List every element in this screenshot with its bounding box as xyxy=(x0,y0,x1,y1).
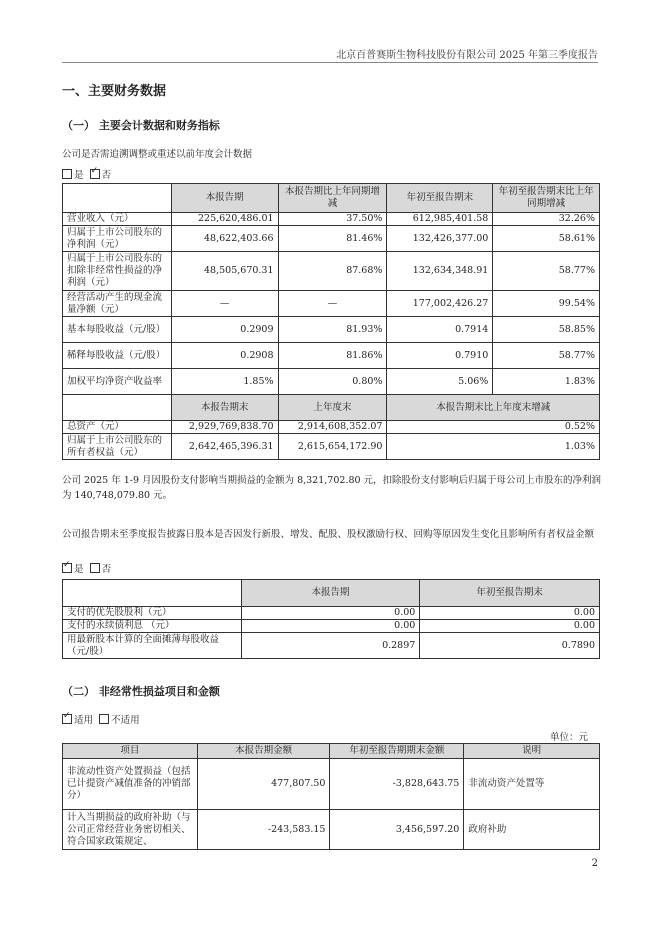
restate-options xyxy=(62,167,111,181)
cell: 3,456,597.20 xyxy=(330,810,464,850)
page-number: 2 xyxy=(591,858,598,869)
col-header: 年初至报告期末 xyxy=(420,580,600,607)
cell: 0.7910 xyxy=(387,343,493,369)
cell: 58.85% xyxy=(493,317,600,343)
cell: 政府补助 xyxy=(464,810,600,850)
row-label: 归属于上市公司股东的扣除非经常性损益的净利润（元） xyxy=(63,252,172,291)
cell: 0.00 xyxy=(420,620,600,633)
row-label: 加权平均净资产收益率 xyxy=(63,369,172,395)
col-header: 上年度末 xyxy=(278,395,387,421)
table-row xyxy=(63,633,600,659)
share-change-question: 公司报告期末至季度报告披露日股本是否因发行新股、增发、配股、股权激励行权、回购等原因发生变化且影响所有者权益金额 xyxy=(62,529,595,540)
table-row xyxy=(63,252,600,291)
col-header: 本报告期 xyxy=(171,184,278,213)
cell: — xyxy=(171,291,278,317)
cell: 1.03% xyxy=(387,434,600,460)
cell: 2,642,465,396.31 xyxy=(171,434,278,460)
col-header: 说明 xyxy=(464,744,600,759)
row-label: 总资产（元） xyxy=(63,421,172,434)
row-label: 计入当期损益的政府补助（与公司正常经营业务密切相关、符合国家政策规定、 xyxy=(63,810,198,850)
cell: 32.26% xyxy=(493,213,600,226)
row-label: 归属于上市公司股东的净利润（元） xyxy=(63,226,172,252)
table-row xyxy=(63,226,600,252)
cell: 0.52% xyxy=(387,421,600,434)
cell: 0.00 xyxy=(241,607,420,620)
section-title: 一、主要财务数据 xyxy=(62,84,167,99)
cell: 0.2897 xyxy=(241,633,420,659)
option-no-label: 否 xyxy=(101,564,112,575)
cell: 177,002,426.27 xyxy=(387,291,493,317)
cell: 48,505,670.31 xyxy=(171,252,278,291)
row-label: 支付的永续债利息 （元） xyxy=(63,620,242,633)
cell: 612,985,401.58 xyxy=(387,213,493,226)
option-not-applicable-label: 不适用 xyxy=(111,715,140,726)
table-row xyxy=(63,810,600,850)
col-header: 本报告期末比上年度末增减 xyxy=(387,395,600,421)
applicable-options xyxy=(62,712,140,726)
table-row xyxy=(63,213,600,226)
option-yes-label: 是 xyxy=(74,170,84,181)
restate-question: 公司是否需追溯调整或重述以前年度会计数据 xyxy=(62,149,253,160)
subsection-title-1: （一） 主要会计数据和财务指标 xyxy=(62,119,220,132)
option-applicable-label: 适用 xyxy=(74,715,94,726)
non-recurring-table xyxy=(62,743,600,850)
table-row xyxy=(63,607,600,620)
cell: 81.93% xyxy=(278,317,387,343)
cell: 58.77% xyxy=(493,252,600,291)
header-divider xyxy=(62,62,598,63)
share-change-options xyxy=(62,561,111,575)
row-label: 经营活动产生的现金流量净额（元） xyxy=(63,291,172,317)
col-header: 本报告期 xyxy=(241,580,420,607)
cell: 1.83% xyxy=(493,369,600,395)
cell: 5.06% xyxy=(387,369,493,395)
cell: 58.61% xyxy=(493,226,600,252)
diluted-eps-table xyxy=(62,579,600,659)
table-row xyxy=(63,759,600,810)
cell: 81.86% xyxy=(278,343,387,369)
unit-label: 单位：元 xyxy=(549,732,588,743)
checkbox-yes[interactable] xyxy=(62,169,72,179)
table-row xyxy=(63,369,600,395)
share-payment-note: 公司 2025 年 1-9 月因股份支付影响当期损益的金额为 8,321,702.80 元，扣除股份支付影响后归属于母公司上市股东的净利润为 140,748,079.80 元。 xyxy=(62,475,602,501)
cell: 99.54% xyxy=(493,291,600,317)
cell: 0.2909 xyxy=(171,317,278,343)
cell: 81.46% xyxy=(278,226,387,252)
row-label: 稀释每股收益（元/股） xyxy=(63,343,172,369)
table-row xyxy=(63,421,600,434)
col-header: 年初至报告期末 xyxy=(387,184,493,213)
cell: 2,615,654,172.90 xyxy=(278,434,387,460)
cell: 477,807.50 xyxy=(197,759,330,810)
cell: 非流动资产处置等 xyxy=(464,759,600,810)
col-header: 本报告期末 xyxy=(171,395,278,421)
col-header: 年初至报告期期末金额 xyxy=(330,744,464,759)
col-header: 年初至报告期末比上年同期增减 xyxy=(493,184,600,213)
cell: 132,634,348.91 xyxy=(387,252,493,291)
row-label: 基本每股收益（元/股） xyxy=(63,317,172,343)
cell: 2,914,608,352.07 xyxy=(278,421,387,434)
cell: — xyxy=(278,291,387,317)
cell: 0.00 xyxy=(420,607,600,620)
checkbox-no[interactable] xyxy=(90,169,100,179)
option-no-label: 否 xyxy=(101,170,112,181)
table-row xyxy=(63,343,600,369)
cell: 2,929,769,838.70 xyxy=(171,421,278,434)
cell: 0.7914 xyxy=(387,317,493,343)
cell: -3,828,643.75 xyxy=(330,759,464,810)
checkbox-no[interactable] xyxy=(90,563,100,573)
cell: 132,426,377.00 xyxy=(387,226,493,252)
checkbox-yes[interactable] xyxy=(62,563,72,573)
row-label: 归属于上市公司股东的所有者权益（元） xyxy=(63,434,172,460)
cell: 58.77% xyxy=(493,343,600,369)
cell: -243,583.15 xyxy=(197,810,330,850)
cell: 0.00 xyxy=(241,620,420,633)
row-label: 非流动性资产处置损益（包括已计提资产减值准备的冲销部分） xyxy=(63,759,198,810)
table-row xyxy=(63,317,600,343)
key-financial-table xyxy=(62,183,600,460)
checkbox-applicable[interactable] xyxy=(62,714,72,724)
cell: 0.2908 xyxy=(171,343,278,369)
row-label: 支付的优先股股利（元） xyxy=(63,607,242,620)
row-label: 用最新股本计算的全面摊薄每股收益（元/股） xyxy=(63,633,242,659)
row-label: 营业收入（元） xyxy=(63,213,172,226)
cell: 0.80% xyxy=(278,369,387,395)
page-header-title: 北京百普赛斯生物科技股份有限公司 2025 年第三季度报告 xyxy=(336,50,598,61)
col-header: 本报告期比上年同期增减 xyxy=(278,184,387,213)
cell: 0.7890 xyxy=(420,633,600,659)
col-header: 项目 xyxy=(63,744,198,759)
col-header: 本报告期金额 xyxy=(197,744,330,759)
cell: 87.68% xyxy=(278,252,387,291)
cell: 1.85% xyxy=(171,369,278,395)
checkbox-not-applicable[interactable] xyxy=(99,714,109,724)
cell: 37.50% xyxy=(278,213,387,226)
subsection-title-2: （二） 非经常性损益项目和金额 xyxy=(62,685,220,698)
option-yes-label: 是 xyxy=(74,564,84,575)
cell: 48,622,403.66 xyxy=(171,226,278,252)
table-row xyxy=(63,291,600,317)
table-row xyxy=(63,620,600,633)
table-row xyxy=(63,434,600,460)
cell: 225,620,486.01 xyxy=(171,213,278,226)
